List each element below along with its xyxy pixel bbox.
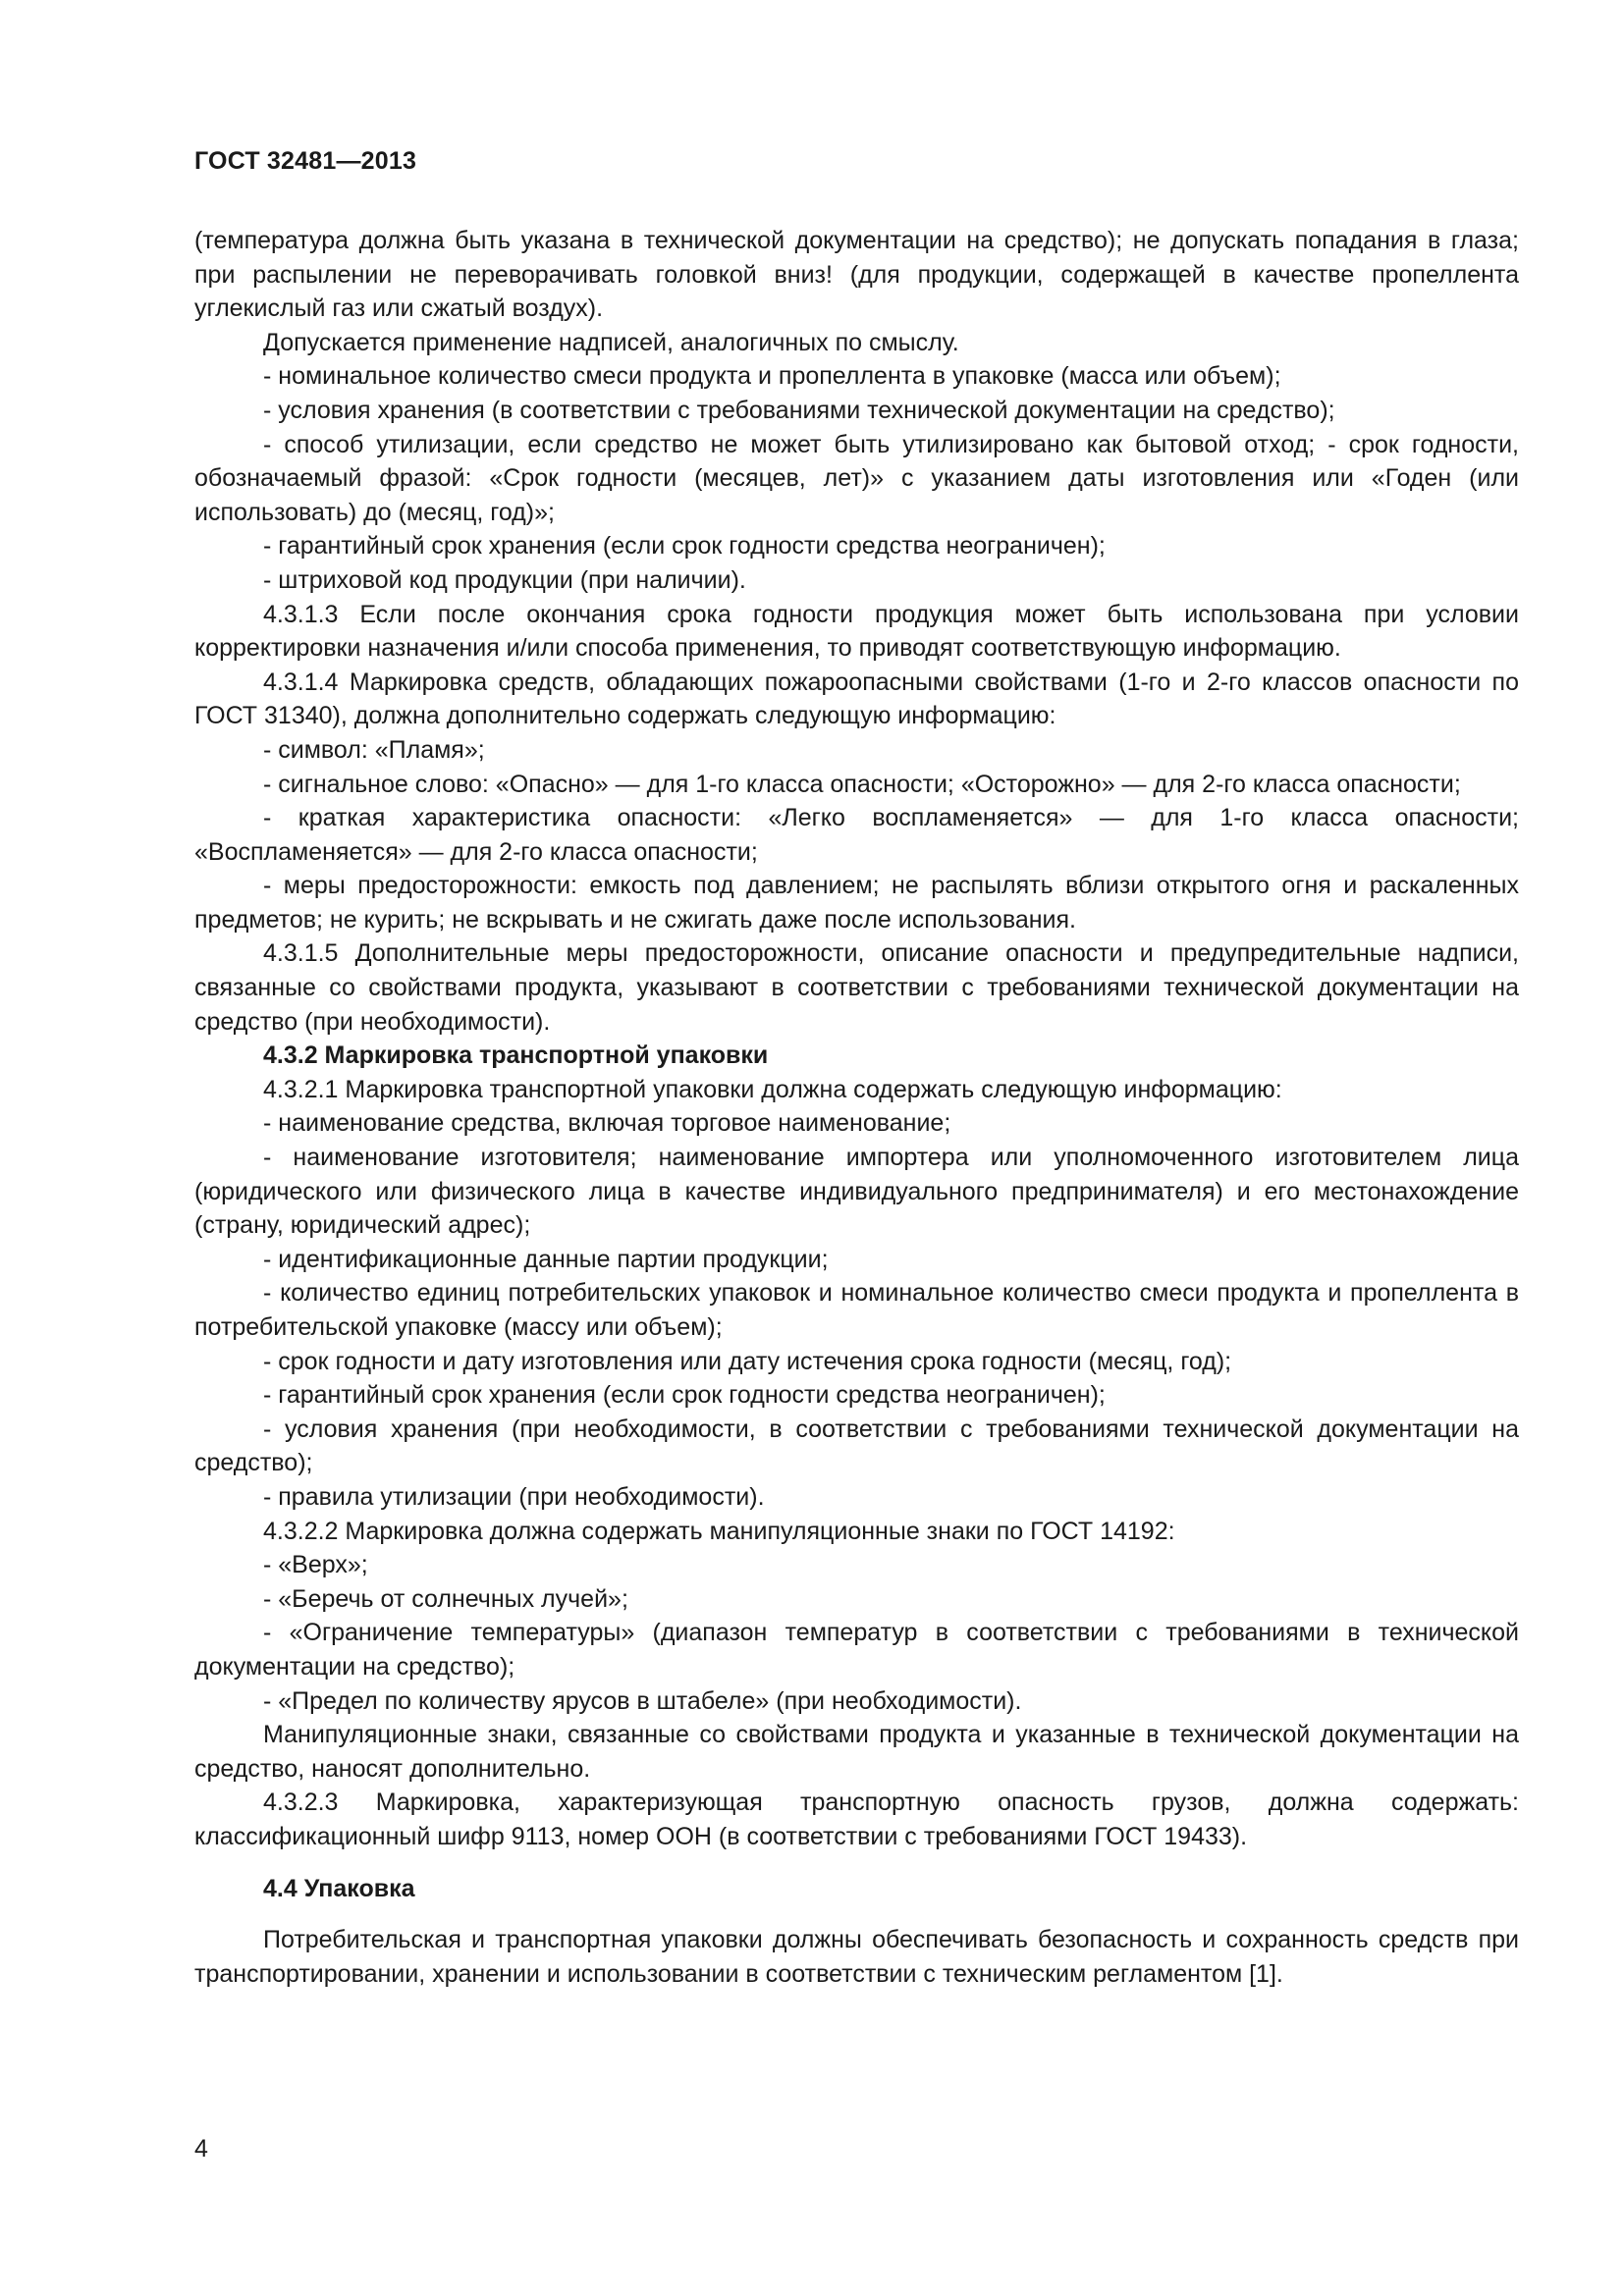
paragraph: - наименование средства, включая торговое наименование;: [263, 1109, 951, 1138]
paragraph: - номинальное количество смеси продукта и пропеллента в упаковке (масса или объем);: [263, 362, 1281, 391]
paragraph: - «Ограничение температуры» (диапазон температур в соответствии с требованиями в технической документации на средство);: [194, 1619, 1519, 1681]
paragraph: (температура должна быть указана в технической документации на средство); не допускать попадания в глаза; при распылении не переворачивать головкой вниз! (для продукции, содержащей в качестве пропеллента углекислый газ или сжатый воздух).: [194, 227, 1519, 323]
paragraph: - гарантийный срок хранения (если срок годности средства неограничен);: [263, 1381, 1106, 1410]
paragraph: - сигнальное слово: «Опасно» — для 1-го класса опасности; «Осторожно» — для 2-го класса опасности;: [263, 770, 1461, 798]
paragraph: - условия хранения (при необходимости, в соответствии с требованиями технической документации на средство);: [194, 1415, 1519, 1477]
paragraph: - «Беречь от солнечных лучей»;: [263, 1584, 628, 1613]
paragraph: - количество единиц потребительских упаковок и номинальное количество смеси продукта и пропеллента в потребительской упаковке (массу или объем);: [194, 1279, 1519, 1341]
paragraph: Допускается применение надписей, аналогичных по смыслу.: [263, 328, 959, 356]
paragraph: - «Верх»;: [263, 1551, 368, 1579]
paragraph: - идентификационные данные партии продукции;: [263, 1245, 829, 1273]
paragraph: - срок годности и дату изготовления или дату истечения срока годности (месяц, год);: [263, 1347, 1232, 1375]
paragraph: 4.3.2.2 Маркировка должна содержать манипуляционные знаки по ГОСТ 14192:: [263, 1517, 1175, 1545]
paragraph: - краткая характеристика опасности: «Легко воспламеняется» — для 1-го класса опасности; «Воспламеняется» — для 2-го класса опасности;: [194, 804, 1519, 866]
paragraph: - правила утилизации (при необходимости).: [263, 1482, 765, 1511]
paragraph: - штриховой код продукции (при наличии).: [263, 565, 746, 594]
paragraph: - «Предел по количеству ярусов в штабеле» (при необходимости).: [263, 1686, 1022, 1715]
section-heading: 4.3.2 Маркировка транспортной упаковки: [263, 1041, 769, 1070]
paragraph: Потребительская и транспортная упаковки должны обеспечивать безопасность и сохранность средств при транспортировании, хранении и использовании в соответствии с техническим регламентом [1].: [194, 1926, 1519, 1988]
paragraph: Манипуляционные знаки, связанные со свойствами продукта и указанные в технической документации на средство, наносят дополнительно.: [194, 1721, 1519, 1783]
paragraph: 4.3.2.1 Маркировка транспортной упаковки должна содержать следующую информацию:: [263, 1075, 1282, 1103]
paragraph: - наименование изготовителя; наименование импортера или уполномоченного изготовителем лица (юридического или физического лица в качестве индивидуального предпринимателя) и его местонахождение (страну, юридический адрес);: [194, 1144, 1519, 1240]
page-number: 4: [194, 2135, 208, 2163]
document-body: [194, 224, 1519, 1991]
paragraph: 4.3.1.4 Маркировка средств, обладающих пожароопасными свойствами (1-го и 2-го классов опасности по ГОСТ 31340), должна дополнительно содержать следующую информацию:: [194, 667, 1519, 730]
paragraph: 4.3.1.5 Дополнительные меры предосторожности, описание опасности и предупредительные надписи, связанные со свойствами продукта, указывают в соответствии с требованиями технической документации на средство (при необходимости).: [194, 939, 1519, 1036]
paragraph: - условия хранения (в соответствии с требованиями технической документации на средство);: [263, 396, 1335, 424]
paragraph: 4.3.1.3 Если после окончания срока годности продукция может быть использована при условии корректировки назначения и/или способа применения, то приводят соответствующую информацию.: [194, 600, 1519, 663]
paragraph: - символ: «Пламя»;: [263, 735, 485, 764]
paragraph: - гарантийный срок хранения (если срок годности средства неограничен);: [263, 532, 1106, 561]
paragraph: - способ утилизации, если средство не может быть утилизировано как бытовой отход; - срок годности, обозначаемый фразой: «Срок годности (месяцев, лет)» с указанием даты изготовления или «Годен (или использовать) до (месяц, год)»;: [194, 430, 1519, 526]
paragraph: 4.3.2.3 Маркировка, характеризующая транспортную опасность грузов, должна содержать: классификационный шифр 9113, номер ООН (в соответствии с требованиями ГОСТ 19433).: [194, 1789, 1519, 1850]
document-header: ГОСТ 32481—2013: [194, 147, 417, 175]
section-heading: 4.4 Упаковка: [263, 1874, 415, 1902]
paragraph: - меры предосторожности: емкость под давлением; не распылять вблизи открытого огня и раскаленных предметов; не курить; не вскрывать и не сжигать даже после использования.: [194, 872, 1519, 934]
